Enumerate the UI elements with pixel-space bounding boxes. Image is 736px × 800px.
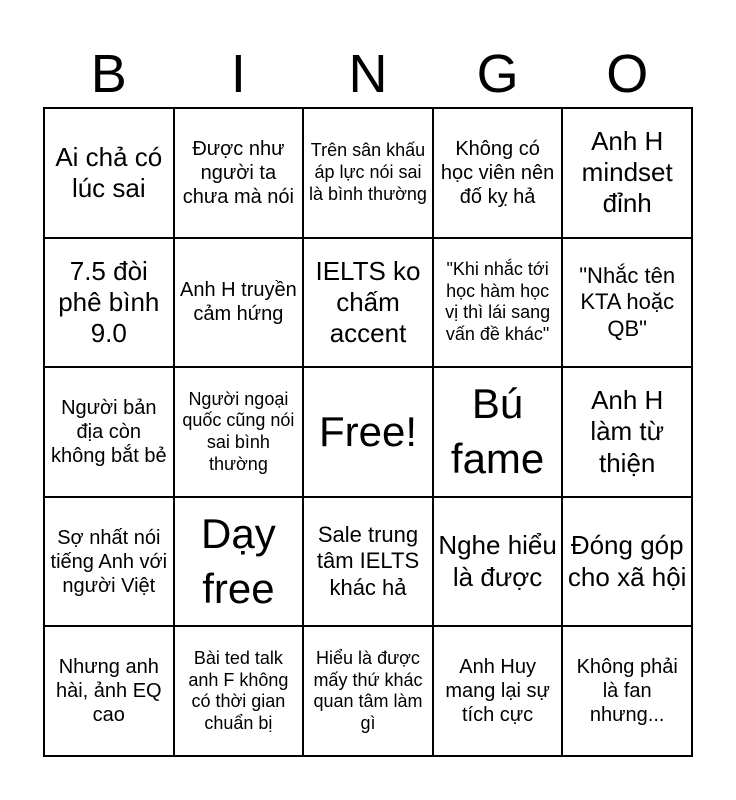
cell-text: Anh H truyền cảm hứng xyxy=(180,279,297,326)
cell-text: Free! xyxy=(318,407,417,455)
bingo-cell[interactable] xyxy=(45,627,175,757)
bingo-cell[interactable] xyxy=(434,109,564,239)
cell-text: Được như người ta chưa mà nói xyxy=(182,137,294,208)
cell-text: Sợ nhất nói tiếng Anh với người Việt xyxy=(50,526,168,597)
cell-text: Người bản địa còn không bắt bẻ xyxy=(50,396,167,467)
bingo-cell[interactable] xyxy=(563,239,693,369)
header-letter-o: O xyxy=(606,44,649,104)
bingo-header xyxy=(44,40,692,108)
cell-text: Người ngoại quốc cũng nói sai bình thường xyxy=(182,388,295,474)
bingo-cell[interactable] xyxy=(45,498,175,628)
header-letter-n: N xyxy=(348,44,388,104)
bingo-cell[interactable] xyxy=(175,498,305,628)
cell-text: Sale trung tâm IELTS khác hả xyxy=(316,522,420,600)
bingo-cell[interactable] xyxy=(434,498,564,628)
header-letter-b: B xyxy=(90,44,127,104)
bingo-cell[interactable] xyxy=(175,239,305,369)
bingo-cell[interactable] xyxy=(175,627,305,757)
free-space[interactable] xyxy=(304,368,434,498)
bingo-cell[interactable] xyxy=(175,368,305,498)
bingo-cell[interactable] xyxy=(45,368,175,498)
bingo-cell[interactable] xyxy=(434,239,564,369)
cell-text: Đóng góp cho xã hội xyxy=(567,530,687,592)
cell-text: Nhưng anh hài, ảnh EQ cao xyxy=(55,656,162,727)
bingo-cell[interactable] xyxy=(434,368,564,498)
cell-text: Không phải là fan nhưng... xyxy=(576,656,678,727)
bingo-cell[interactable] xyxy=(304,627,434,757)
bingo-cell[interactable] xyxy=(563,627,693,757)
bingo-cell[interactable] xyxy=(175,109,305,239)
cell-text: Dạy free xyxy=(201,510,276,612)
bingo-cell[interactable] xyxy=(45,239,175,369)
cell-text: Nghe hiểu là được xyxy=(438,530,557,592)
bingo-cell[interactable] xyxy=(45,109,175,239)
cell-text: "Khi nhắc tới học hàm học vị thì lái sang vấn đề khác" xyxy=(445,259,551,344)
bingo-cell[interactable] xyxy=(563,498,693,628)
cell-text: Anh H mindset đỉnh xyxy=(581,126,673,219)
cell-text: Ai chả có lúc sai xyxy=(55,141,163,203)
header-letter-i: I xyxy=(230,44,246,104)
bingo-cell[interactable] xyxy=(304,498,434,628)
cell-text: Hiểu là được mấy thứ khác quan tâm làm gì xyxy=(313,648,423,733)
bingo-cell[interactable] xyxy=(304,239,434,369)
header-letter-g: G xyxy=(476,44,519,104)
bingo-cell[interactable] xyxy=(304,109,434,239)
cell-text: IELTS ko chấm accent xyxy=(315,255,421,348)
bingo-cell[interactable] xyxy=(434,627,564,757)
cell-text: Anh Huy mang lại sự tích cực xyxy=(445,656,550,727)
cell-text: 7.5 đòi phê bình 9.0 xyxy=(58,255,160,348)
cell-text: Bài ted talk anh F không có thời gian chuẩn bị xyxy=(188,648,289,733)
cell-text: Trên sân khấu áp lực nói sai là bình thường xyxy=(309,140,427,204)
bingo-cell[interactable] xyxy=(563,109,693,239)
cell-text: Bú fame xyxy=(450,380,545,482)
cell-text: "Nhắc tên KTA hoặc QB" xyxy=(579,262,676,341)
bingo-cell[interactable] xyxy=(563,368,693,498)
cell-text: Không có học viên nên đố kỵ hả xyxy=(440,137,555,208)
bingo-board xyxy=(43,107,693,757)
cell-text: Anh H làm từ thiện xyxy=(590,385,665,478)
